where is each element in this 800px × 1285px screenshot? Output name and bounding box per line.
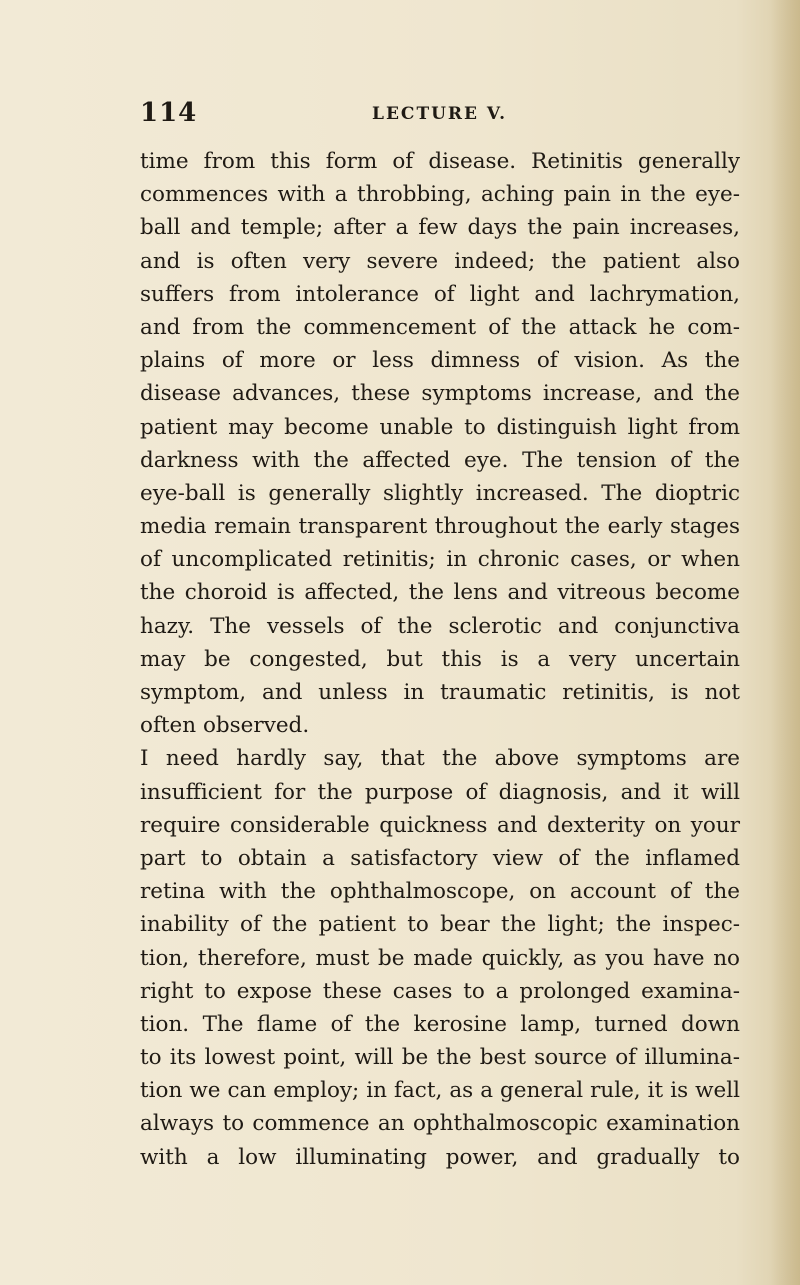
page-number: 114	[140, 98, 198, 128]
paragraph-end-line: often observed.	[140, 713, 310, 739]
text-line: time from this form of disease. Retinitis generally	[140, 149, 740, 174]
text-line: disease advances, these symptoms increase, and the	[140, 381, 740, 407]
text-line: and is often very severe indeed; the patient also	[140, 248, 740, 274]
body-text	[140, 145, 740, 1174]
text-line: inability of the patient to bear the light; the inspec-	[140, 912, 740, 938]
text-line: of uncomplicated retinitis; in chronic cases, or when	[140, 547, 740, 573]
text-line: insufficient for the purpose of diagnosis, and it will	[140, 779, 740, 805]
text-line: right to expose these cases to a prolonged examina-	[140, 978, 740, 1004]
text-line: media remain transparent throughout the early stages	[140, 514, 740, 540]
text-line: the choroid is affected, the lens and vitreous become	[140, 580, 740, 606]
text-line: suffers from intolerance of light and lachrymation,	[140, 281, 740, 307]
running-head: LECTURE V.	[372, 104, 508, 124]
text-line: symptom, and unless in traumatic retinitis, is not	[140, 680, 740, 705]
text-line: tion we can employ; in fact, as a general rule, it is well	[140, 1078, 740, 1104]
text-line: to its lowest point, will be the best source of illumina-	[140, 1045, 740, 1071]
text-line: retina with the ophthalmoscope, on account of the	[140, 879, 740, 905]
text-line: commences with a throbbing, aching pain in the eye-	[140, 182, 740, 208]
text-line: with a low illuminating power, and gradually to	[140, 1144, 740, 1170]
page-edge-shadow	[770, 0, 800, 1285]
text-line: tion, therefore, must be made quickly, as you have no	[140, 945, 740, 971]
text-line: require considerable quickness and dexterity on your	[140, 812, 740, 838]
text-line: tion. The flame of the kerosine lamp, turned down	[140, 1011, 740, 1037]
text-line: eye-ball is generally slightly increased. The dioptric	[140, 480, 740, 506]
text-line: plains of more or less dimness of vision. As the	[140, 348, 740, 374]
text-line: always to commence an ophthalmoscopic examination	[140, 1111, 740, 1137]
text-line: and from the commencement of the attack he com-	[140, 314, 740, 340]
text-line: ball and temple; after a few days the pain increases,	[140, 215, 740, 241]
text-line: patient may become unable to distinguish light from	[140, 414, 740, 440]
text-line: part to obtain a satisfactory view of the inflamed	[140, 845, 740, 871]
text-line: may be congested, but this is a very uncertain	[140, 646, 740, 672]
text-line: I need hardly say, that the above symptoms are	[140, 746, 740, 772]
text-line: hazy. The vessels of the sclerotic and conjunctiva	[140, 613, 740, 639]
text-line: darkness with the affected eye. The tension of the	[140, 447, 740, 473]
page-header	[140, 98, 740, 138]
